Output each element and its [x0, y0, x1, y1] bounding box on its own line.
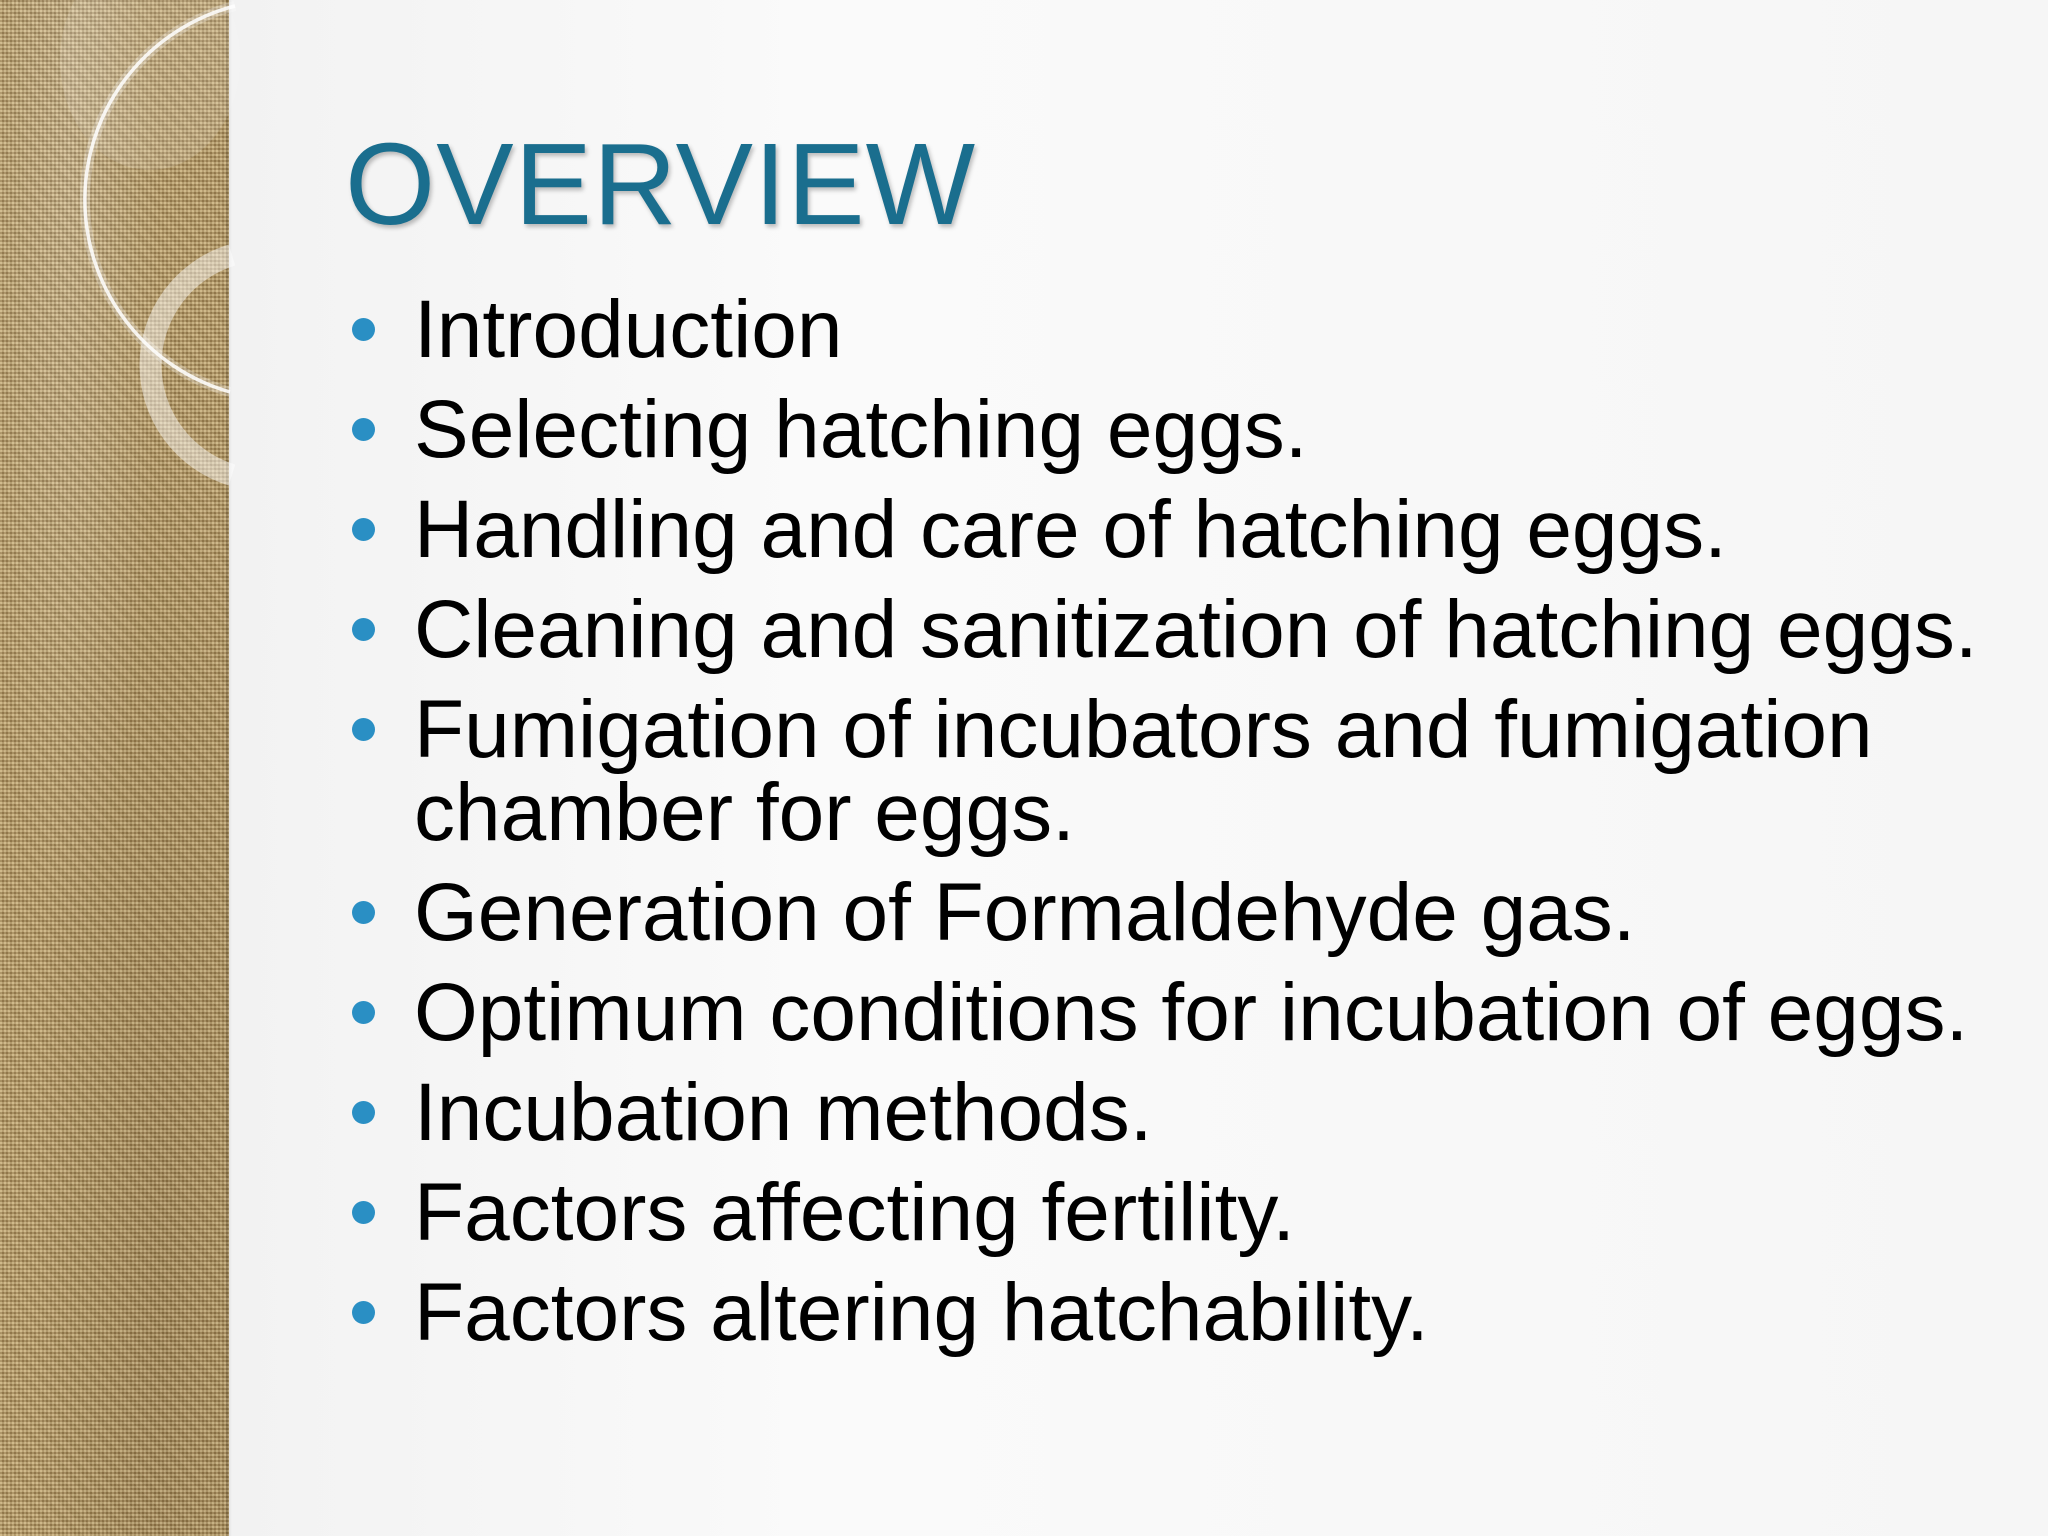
- bullet-item: [352, 684, 2002, 858]
- bullet-text: Factors affecting fertility.: [414, 1167, 1296, 1258]
- bullet-text: Cleaning and sanitization of hatching eggs.: [414, 584, 1978, 675]
- bullet-text: Incubation methods.: [414, 1067, 1153, 1158]
- medium-ring-arc: [151, 255, 232, 475]
- bullet-dot-icon: [352, 618, 375, 641]
- bullet-item: [352, 384, 2002, 475]
- bullet-text: Handling and care of hatching eggs.: [414, 484, 1727, 575]
- bullet-text: Optimum conditions for incubation of eggs.: [414, 967, 1969, 1058]
- slide-title: OVERVIEW: [345, 119, 977, 249]
- bullet-text: Generation of Formaldehyde gas.: [414, 867, 1636, 958]
- bullet-dot-icon: [352, 518, 375, 541]
- decorative-rings: [0, 0, 240, 520]
- bullet-text: Selecting hatching eggs.: [414, 384, 1308, 475]
- bullet-item: [352, 1267, 2002, 1358]
- bullet-item: [352, 867, 2002, 958]
- bullet-text: Fumigation of incubators and fumigation chamber for eggs.: [414, 684, 1873, 858]
- bullet-item: [352, 584, 2002, 675]
- bullet-item: [352, 1067, 2002, 1158]
- bullet-dot-icon: [352, 1201, 375, 1224]
- bullet-dot-icon: [352, 1001, 375, 1024]
- bullet-dot-icon: [352, 1101, 375, 1124]
- ring-highlight: [60, 0, 240, 170]
- bullet-item: [352, 1167, 2002, 1258]
- bullet-dot-icon: [352, 901, 375, 924]
- bullet-item: [352, 967, 2002, 1058]
- bullet-text: Introduction: [414, 284, 843, 375]
- bullet-dot-icon: [352, 718, 375, 741]
- bullet-text: Factors altering hatchability.: [414, 1267, 1429, 1358]
- bullet-dot-icon: [352, 1301, 375, 1324]
- bullet-dot-icon: [352, 418, 375, 441]
- bullet-dot-icon: [352, 318, 375, 341]
- bullet-item: [352, 284, 2002, 375]
- bullet-list: [352, 284, 2002, 1371]
- bullet-item: [352, 484, 2002, 575]
